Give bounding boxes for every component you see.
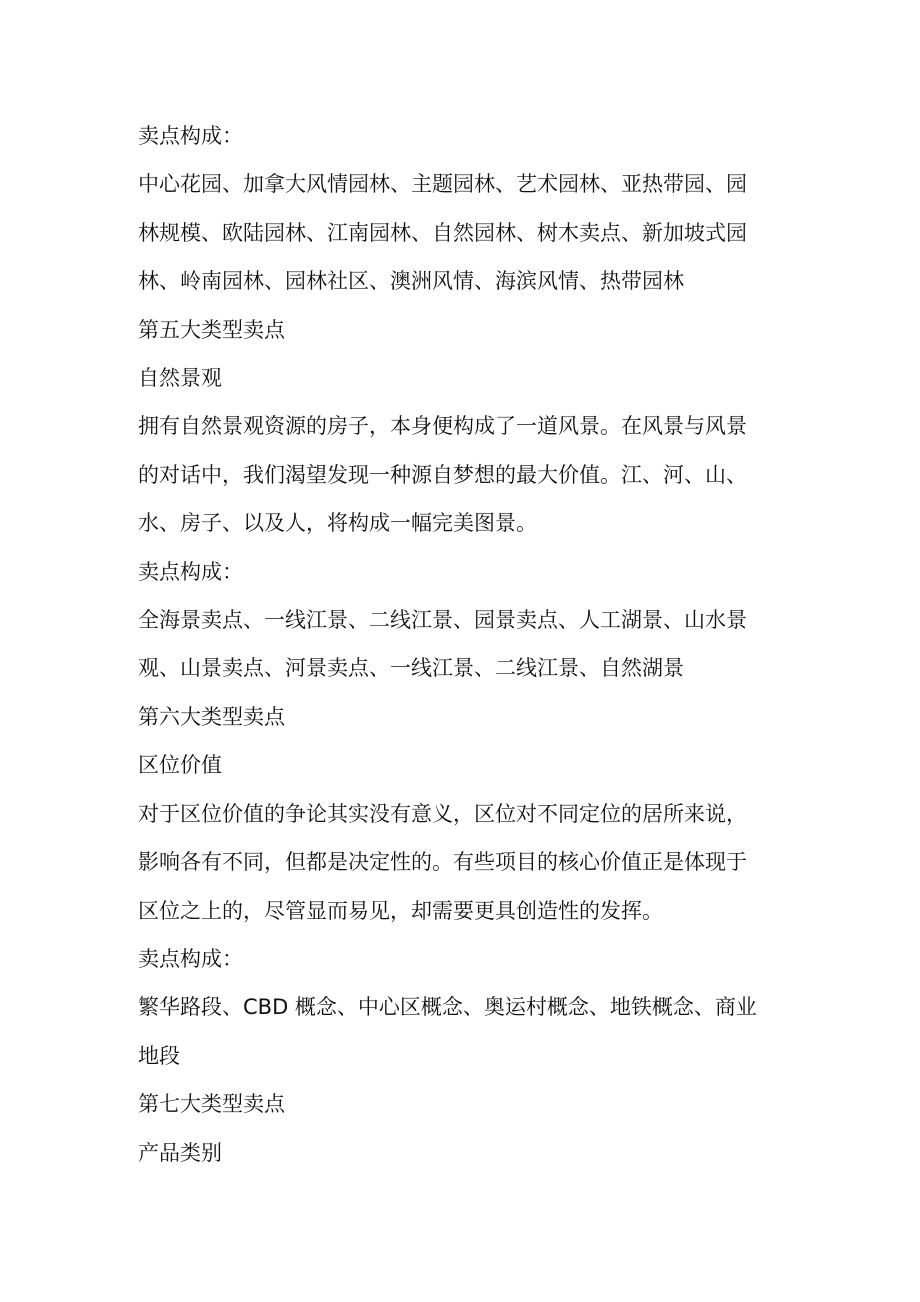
section-heading-5: 第五大类型卖点: [138, 317, 285, 342]
landscape-points-line-1: 全海景卖点、一线江景、二线江景、园景卖点、人工湖景、山水景: [138, 608, 747, 633]
selling-points-label-3: 卖点构成：: [138, 946, 243, 971]
garden-points-line-2: 林规模、欧陆园林、江南园林、自然园林、树木卖点、新加坡式园: [138, 220, 747, 245]
selling-points-label-1: 卖点构成：: [138, 124, 243, 148]
section-title-location-value: 区位价值: [138, 753, 222, 778]
location-paragraph-line-3: 区位之上的，尽管显而易见，却需要更具创造性的发挥。: [138, 898, 663, 923]
section-heading-7: 第七大类型卖点: [138, 1092, 285, 1117]
landscape-points-line-2: 观、山景卖点、河景卖点、一线江景、二线江景、自然湖景: [138, 656, 684, 681]
selling-points-label-2: 卖点构成：: [138, 559, 243, 584]
natural-landscape-paragraph-line-3: 水、房子、以及人，将构成一幅完美图景。: [138, 511, 537, 536]
natural-landscape-paragraph-line-2: 的对话中，我们渴望发现一种源自梦想的最大价值。江、河、山、: [138, 462, 747, 487]
garden-points-line-3: 林、岭南园林、园林社区、澳洲风情、海滨风情、热带园林: [138, 269, 684, 294]
location-paragraph-line-1: 对于区位价值的争论其实没有意义，区位对不同定位的居所来说，: [138, 801, 747, 826]
garden-points-line-1: 中心花园、加拿大风情园林、主题园林、艺术园林、亚热带园、园: [138, 172, 747, 197]
section-title-product-category: 产品类别: [138, 1140, 222, 1165]
location-paragraph-line-2: 影响各有不同，但都是决定性的。有些项目的核心价值正是体现于: [138, 850, 747, 875]
natural-landscape-paragraph-line-1: 拥有自然景观资源的房子，本身便构成了一道风景。在风景与风景: [138, 414, 747, 439]
section-title-natural-landscape: 自然景观: [138, 366, 222, 391]
section-heading-6: 第六大类型卖点: [138, 704, 285, 729]
location-points-line-1: 繁华路段、CBD 概念、中心区概念、奥运村概念、地铁概念、商业: [138, 995, 757, 1020]
location-points-line-2: 地段: [138, 1043, 180, 1068]
